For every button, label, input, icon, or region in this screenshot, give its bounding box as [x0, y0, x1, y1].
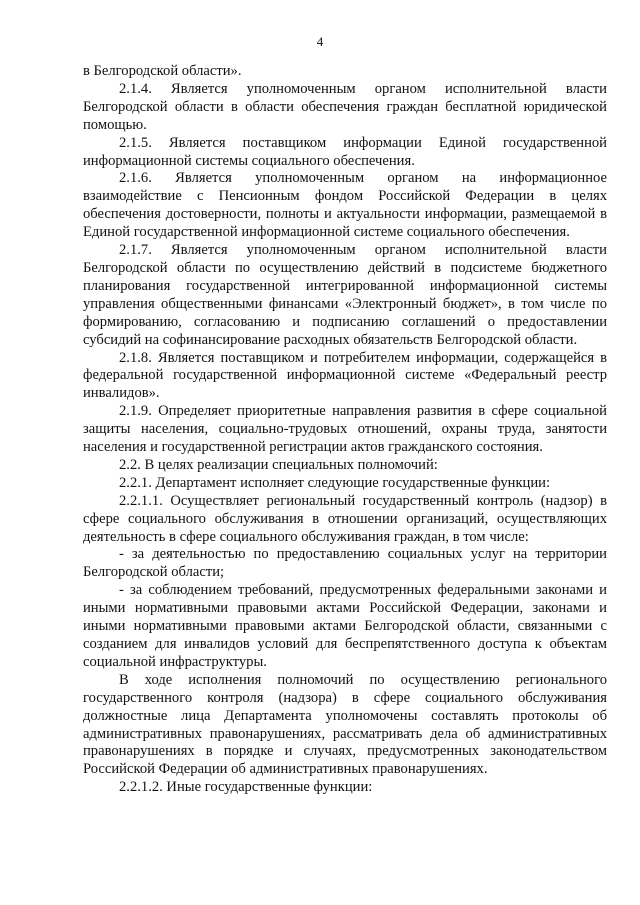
paragraph-2-1-9: 2.1.9. Определяет приоритетные направления развития в сфере социальной защиты населения, социально-трудовых отношений, охраны труда, занятости населения и государственной регистрации актов гражданского состояния.: [83, 403, 607, 456]
paragraph-2-2-1-2: 2.2.1.2. Иные государственные функции:: [119, 779, 373, 796]
paragraph-2-1-4: 2.1.4. Является уполномоченным органом исполнительной власти Белгородской области в области обеспечения граждан бесплатной юридической помощью.: [83, 80, 607, 133]
paragraph-2-2: 2.2. В целях реализации специальных полномочий:: [119, 456, 438, 473]
paragraph-2-1-8: 2.1.8. Является поставщиком и потребителем информации, содержащейся в федеральной государственной информационной системе «Федеральный реестр инвалидов».: [83, 349, 607, 402]
paragraph-control-authority: В ходе исполнения полномочий по осуществлению регионального государственного контроля (надзора) в сфере социального обслуживания должностные лица Департамента уполномочены составлять протоколы об административных правонарушениях, рассматривать дела об административных правонарушениях в порядке и случаях, предусмотренных законодательством Российской Федерации об административных правонарушениях.: [83, 671, 607, 778]
paragraph-continuation: в Белгородской области».: [83, 63, 242, 79]
paragraph-2-1-7: 2.1.7. Является уполномоченным органом исполнительной власти Белгородской области по осуществлению действий в подсистеме бюджетного планирования государственной интегрированной информационной системы управления общественными финансами «Электронный бюджет», в том числе по формированию, согласованию и подписанию соглашений о предоставлении субсидий на софинансирование расходных обязательств Белгородской области.: [83, 242, 607, 348]
page-number: 4: [316, 34, 324, 49]
paragraph-2-1-6: 2.1.6. Является уполномоченным органом на информационное взаимодействие с Пенсионным фондом Российской Федерации в целях обеспечения достоверности, полноты и актуальности информации, размещаемой в Единой государственной информационной системе социального обеспечения.: [83, 170, 607, 241]
document-body: [83, 63, 607, 797]
paragraph-2-2-1-1: 2.2.1.1. Осуществляет региональный государственный контроль (надзор) в сфере социального обслуживания в отношении организаций, осуществляющих деятельность в сфере социального обслуживания граждан, в том числе:: [83, 492, 607, 545]
paragraph-2-1-5: 2.1.5. Является поставщиком информации Единой государственной информационной системы социального обеспечения.: [83, 134, 607, 169]
paragraph-list-item-2: - за соблюдением требований, предусмотренных федеральными законами и иными нормативными правовыми актами Российской Федерации, законами и иными нормативными правовыми актами Белгородской области, связанными с созданием для инвалидов условий для беспрепятственного доступа к объектам социальной инфраструктуры.: [83, 582, 607, 670]
paragraph-list-item-1: - за деятельностью по предоставлению социальных услуг на территории Белгородской области;: [83, 546, 607, 581]
paragraph-2-2-1: 2.2.1. Департамент исполняет следующие государственные функции:: [119, 474, 551, 491]
